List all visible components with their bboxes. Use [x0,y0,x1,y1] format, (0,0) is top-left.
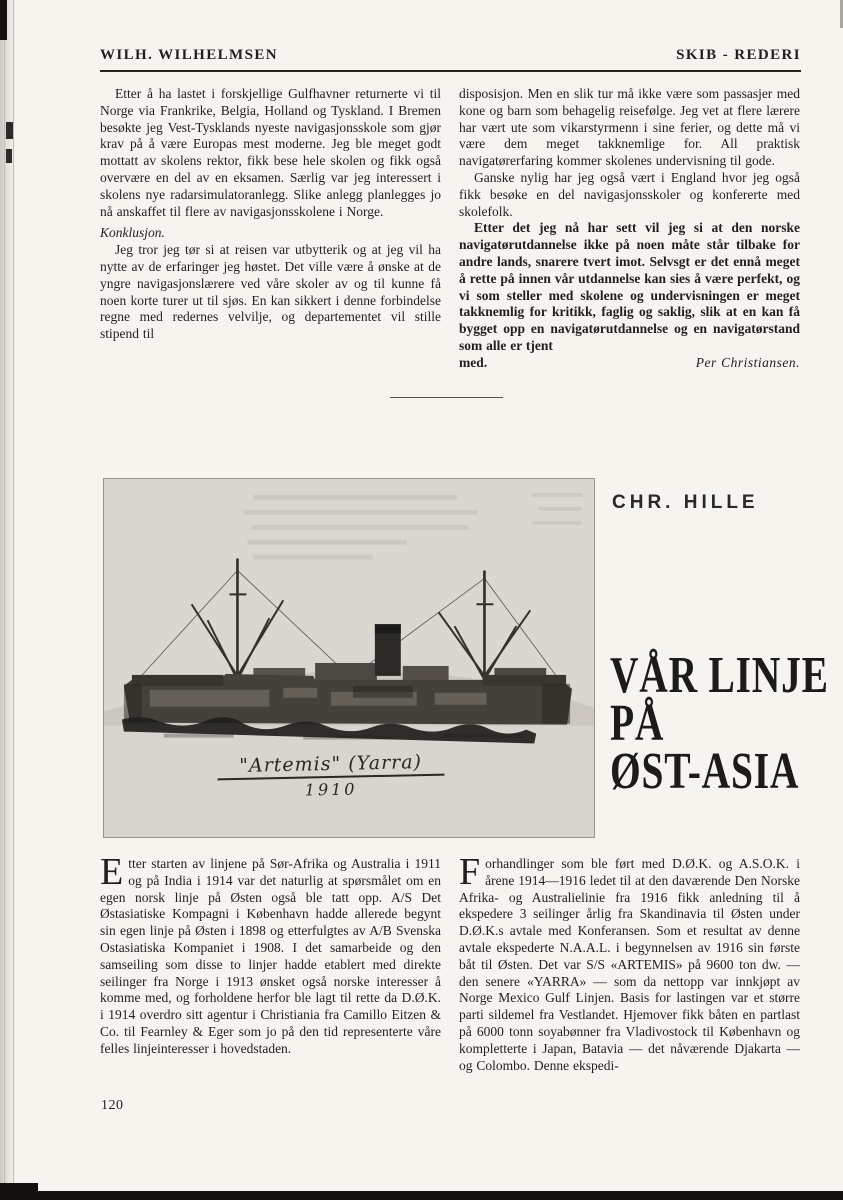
binding-crease [4,0,5,1200]
headline-line-1: VÅR LINJE [610,647,829,704]
paragraph-text: orhandlinger som ble ført med D.Ø.K. og A.S.O.K. i årene 1914—1916 ledet til at den daværende Den Norske Afrika- og Australielinie fra 1916 fikk anledning til å ekspedere 3 seilinger årlig fra Skandinavia til Østen under D.Ø.K.s avtale med Konferansen. Som et resultat av denne avtale ekspederte N.A.A.L. i begynnelsen av 1916 sin første båt til Østen. Det var S/S «ARTEMIS» på 9600 ton dw. — den senere «YARRA» — som da nettopp var innkjøpt av Norge Mexico Gulf Linjen. Basis for lastingen var et større parti sildemel fra Vestlandet. Hjemover fikk båten en partlast på 6000 tonn soyabønner fra Vladivostock til København og kompletterte i Japan, Batavia — det nåværende Djakarta — og Colombo. Denne ekspedi- [459,856,800,1073]
paragraph [459,851,800,1074]
scan-mark-bottom [0,1191,843,1200]
scan-mark-left [6,149,12,163]
paragraph: Ganske nylig har jeg også vært i England hvor jeg også fikk besøke en del navigasjonsskoler og konfererte med skolefolk. [459,169,800,219]
article-main [100,851,801,1074]
scan-mark-left [6,122,13,139]
article-top-right-column [459,86,800,372]
article-main-right-column [459,851,800,1074]
binding-crease [13,0,14,1200]
article-main-left-column [100,851,441,1074]
paragraph-bold: Etter det jeg nå har sett vil jeg si at den norske navigatørutdannelse ikke på noen måte står tilbake for andre lands, snarere tvert imot. Selvsgt er det ennå meget å rette på innen vår utdannelse kan sies å være perfekt, og vi som steller med skolene og undervisningen er meget takknemlig for kritikk, faglig og saklig, slik at en kan få bygget opp en navigatørutdannelse og en navigatørstand som alle er tjent [459,220,800,353]
header-rule [100,70,801,72]
paragraph [100,851,441,1058]
paragraph: disposisjon. Men en slik tur må ikke være som passasjer med kone og barn som behagelig reisefølge. Jeg vet at flere lærere har vært ute som vikarstyrmenn i sine ferier, og dette må vi være dem meget takknemlige for. All praktisk navigatørerfaring kommer skolenes undervisning til gode. [459,86,800,169]
author-signature: Per Christiansen. [695,354,800,370]
scan-mark-top-left [0,0,7,40]
article-end-divider [390,397,503,398]
photo-caption-ship-name: "Artemis" (Yarra) [217,751,444,781]
running-head-right: SKIB - REDERI [676,47,801,63]
author-byline: CHR. HILLE [612,492,759,513]
section-heading: Konklusjon. [100,225,165,241]
photo-caption-year: 1910 [304,779,358,800]
paragraph: Etter å ha lastet i forskjellige Gulfhavner returnerte vi til Norge via Frankrike, Belgia, Holland og Tyskland. I Bremen besøkte jeg Vest-Tysklands nyeste navigasjonsskole som gjør krav på å være Europas mest moderne. Jeg ble meget godt mottatt av skolens rektor, fikk bese hele skolen og fikk også overvære en del av en eksamen. Særlig var jeg interessert i skolens nye radarsimulatoranlegg. Slike anlegg planlegges jo nå anskaffet til flere av navigasjonsskolene i Norge. [100,86,441,219]
article-headline [610,647,843,800]
drop-cap: F [459,851,481,893]
headline-line-2: PÅ [610,695,665,752]
running-head [100,47,801,64]
running-head-left: WILH. WILHELMSEN [100,47,278,63]
paragraph-last-word: med. [459,354,488,370]
page-number: 120 [101,1098,124,1113]
headline-line-3: ØST-ASIA [610,743,800,800]
scan-mark-bottom-left [0,1183,38,1200]
paragraph-text: tter starten av linjene på Sør-Afrika og Australia i 1911 og på India i 1914 var det naturlig at spørsmålet om en egen norsk linje på Østen også ble tatt opp. A/S Det Østasiatiske Kompagni i København hadde allerede begynt sin egen linje på Østen i 1898 og etterfulgtes av A/B Svenska Ostasiatiska Kompaniet i 1908. I det samarbeide og den samseiling som disse to linjer hadde etablert med direkte seilinger fra Norge i 1913 ønsket også norske interesser å komme med, og forholdene herfor ble lagt til rette da D.Ø.K. i 1914 overdro sitt agentur i Christiania fra Camillo Eitzen & Co. til Fearnley & Eger som jo på den tid representerte våre felles linjeinteresser i hovedstaden. [100,856,441,1056]
drop-cap: E [100,851,124,893]
article-top-left-column [100,86,441,372]
paragraph: Jeg tror jeg tør si at reisen var utbytterik og at jeg vil ha nytte av de erfaringer jeg høstet. Det ville være å ønske at de yngre navigasjonslærere ved våre skoler av og til kunne få noen korte turer ut til sjøs. En kan sikkert i denne forbindelse regne med redernes velvilje, og departementet vil stille stipend til [100,242,441,342]
signature-line [459,355,800,372]
article-top [100,86,801,372]
photo-caption [217,751,445,802]
ship-photo [103,478,595,838]
